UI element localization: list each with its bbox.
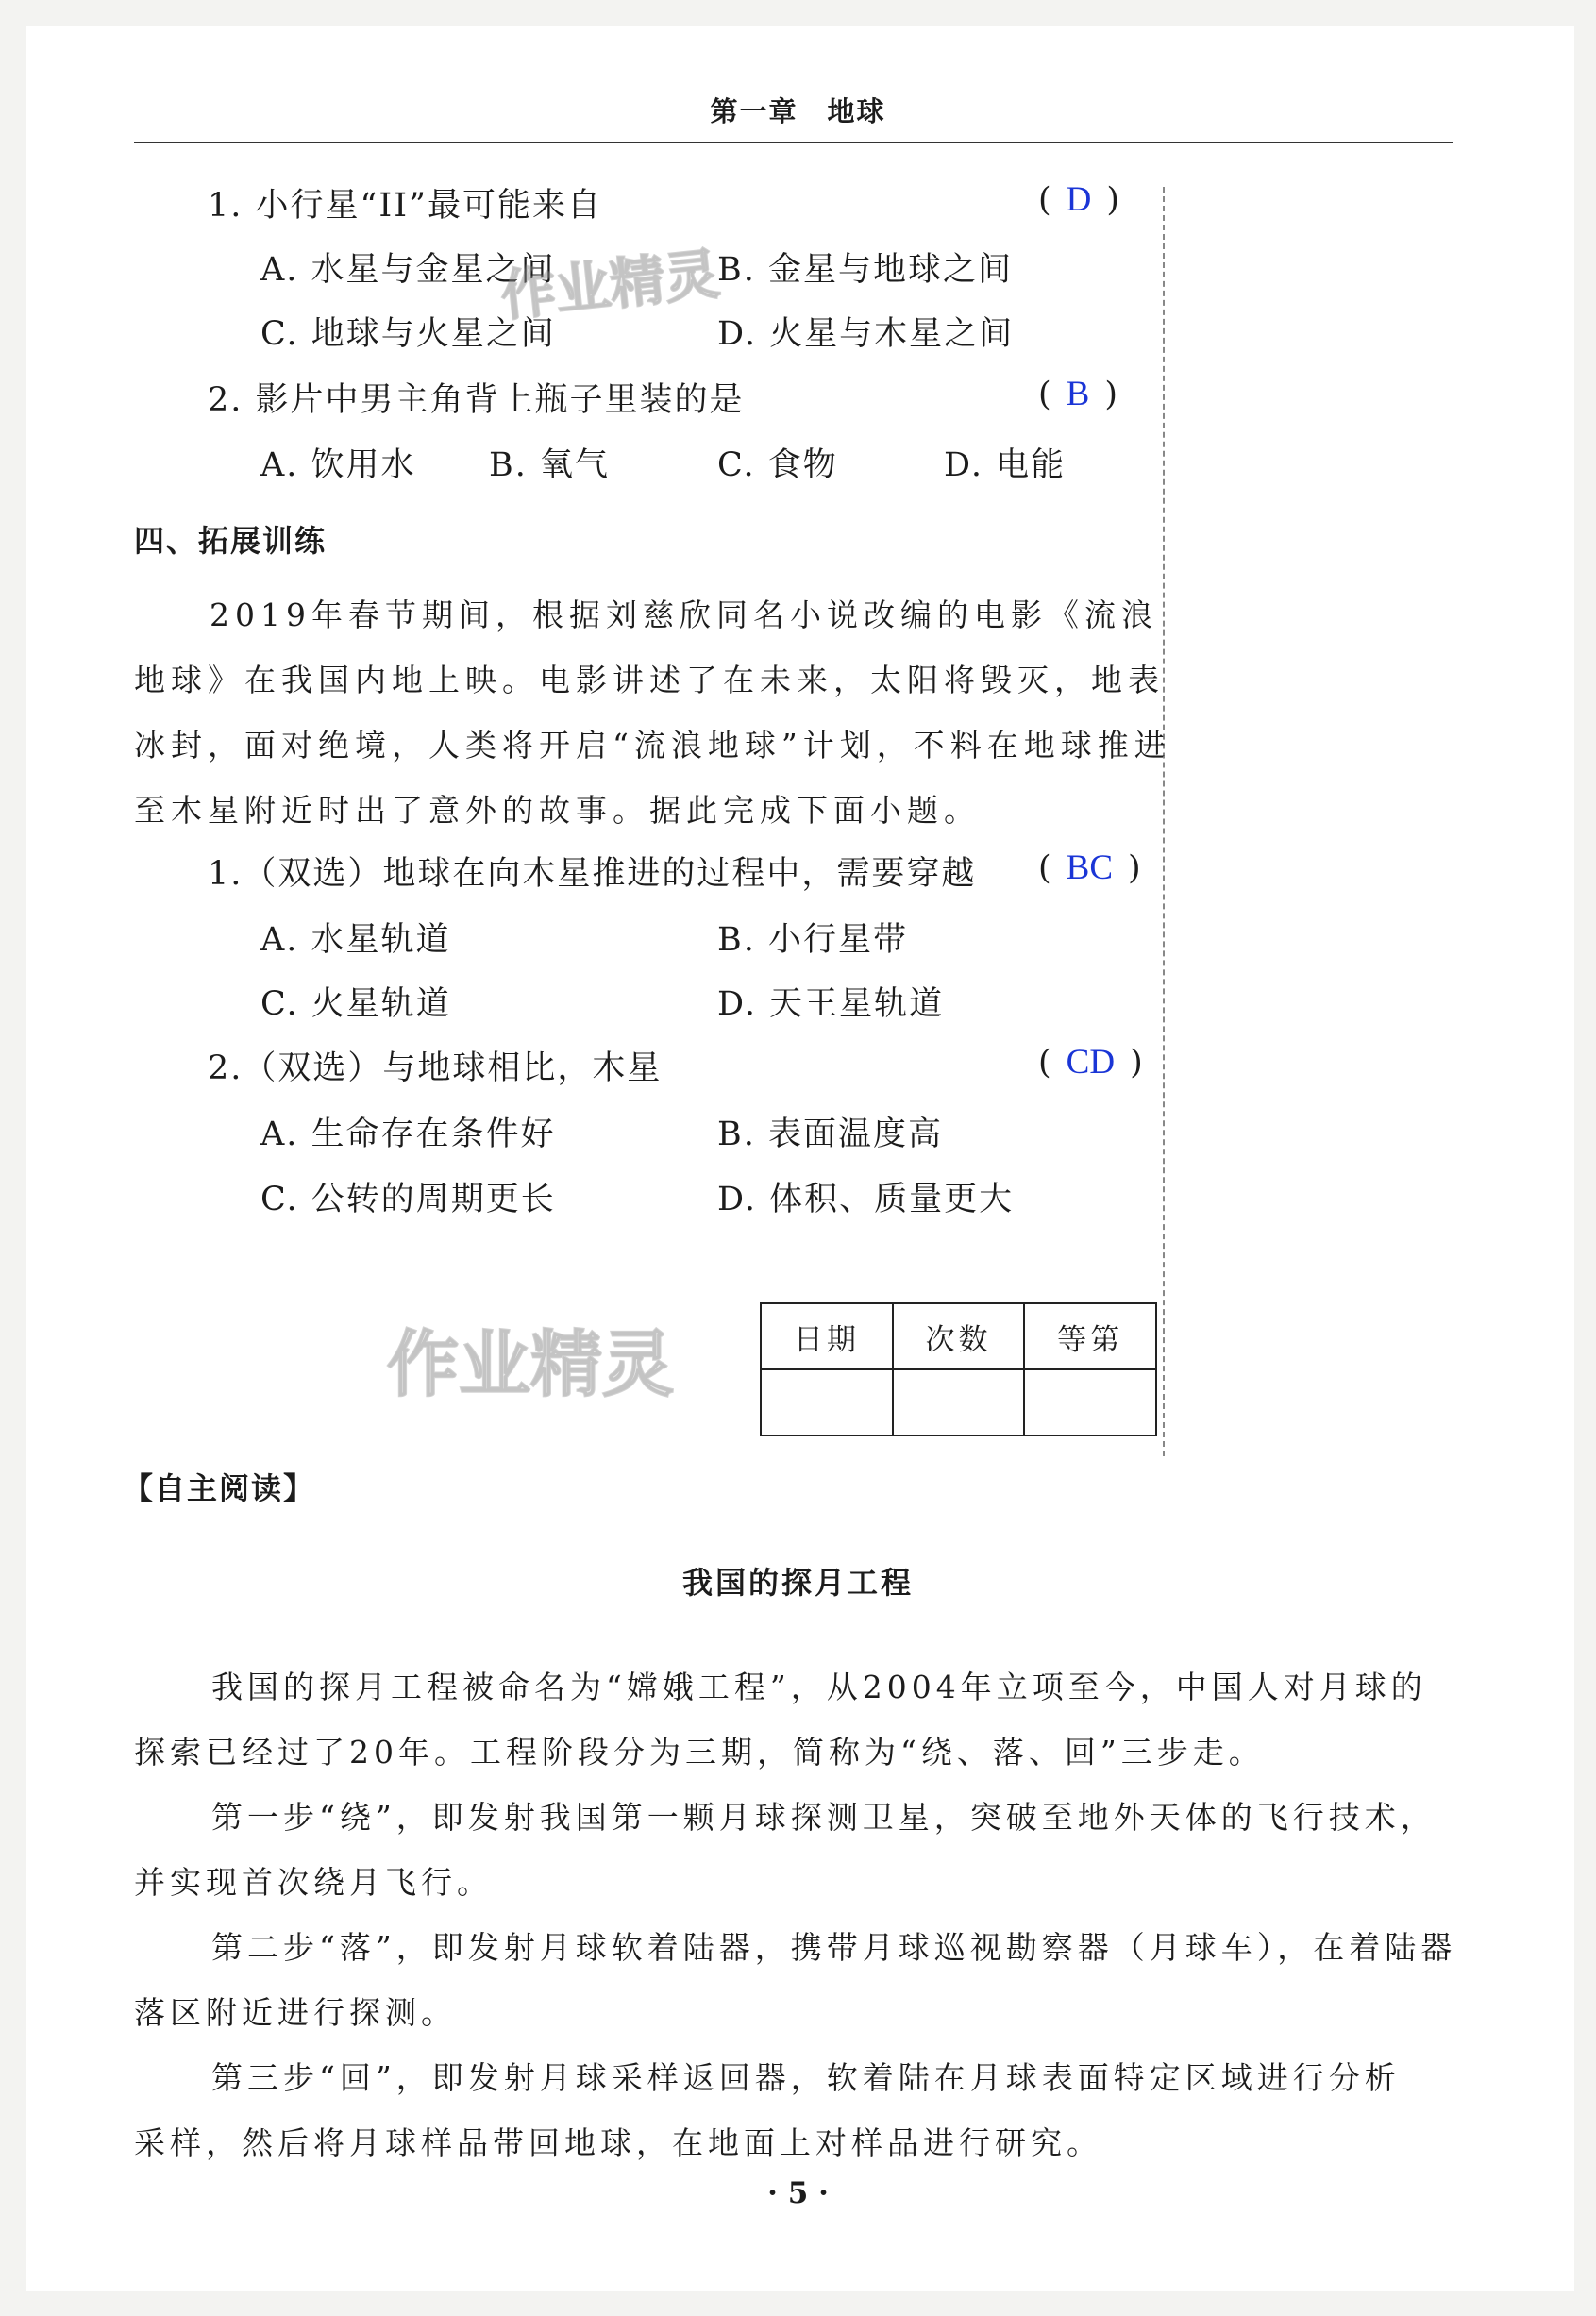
record-table-cell-grade bbox=[1024, 1369, 1156, 1435]
watermark-middle: 作业精灵 bbox=[387, 1322, 674, 1406]
article-line-4: 并实现首次绕月飞行。 bbox=[134, 1864, 493, 1901]
chapter-header: 第一章 地球 bbox=[710, 95, 886, 127]
watermark-top: 作业精灵 bbox=[497, 242, 723, 328]
section-4-question-1-stem: 1.（双选）地球在向木星推进的过程中，需要穿越 bbox=[208, 855, 977, 893]
section-4-question-1-option-b: B. 小行星带 bbox=[717, 921, 908, 959]
question-2-option-d: D. 电能 bbox=[944, 446, 1067, 484]
section-4-question-2-option-a: A. 生命存在条件好 bbox=[260, 1116, 556, 1153]
section-4-question-1-answer-bracket: ( BC ) bbox=[1038, 848, 1141, 887]
section-4-question-1-option-a: A. 水星轨道 bbox=[260, 921, 451, 959]
intro-line-3: 冰封，面对绝境，人类将开启“流浪地球”计划，不料在地球推进 bbox=[134, 727, 1171, 764]
record-table-cell-count bbox=[893, 1369, 1025, 1435]
record-table-header-date: 日期 bbox=[761, 1303, 893, 1369]
article-line-7: 第三步“回”，即发射月球采样返回器，软着陆在月球表面特定区域进行分析 bbox=[211, 2059, 1401, 2096]
article-line-1: 我国的探月工程被命名为“嫦娥工程”，从2004年立项至今，中国人对月球的 bbox=[211, 1669, 1427, 1705]
section-4-question-2-option-b: B. 表面温度高 bbox=[717, 1116, 943, 1153]
page-number: · 5 · bbox=[767, 2176, 829, 2210]
section-4-title: 四、拓展训练 bbox=[134, 523, 328, 559]
article-line-3: 第一步“绕”，即发射我国第一颗月球探测卫星，突破至地外天体的飞行技术， bbox=[211, 1799, 1436, 1836]
article-line-8: 采样，然后将月球样品带回地球，在地面上对样品进行研究。 bbox=[134, 2124, 1102, 2161]
question-2-answer: B bbox=[1066, 375, 1090, 413]
question-1-option-a: A. 水星与金星之间 bbox=[260, 251, 556, 289]
section-4-question-1-answer: BC bbox=[1066, 848, 1114, 887]
section-4-question-2-answer: CD bbox=[1066, 1043, 1116, 1082]
article-title: 我国的探月工程 bbox=[681, 1565, 914, 1601]
question-2-option-c: C. 食物 bbox=[717, 446, 838, 484]
section-4-question-2-answer-bracket: ( CD ) bbox=[1038, 1043, 1143, 1082]
question-1-stem: 1. 小行星“II”最可能来自 bbox=[208, 187, 602, 225]
question-2-option-b: B. 氧气 bbox=[489, 446, 610, 484]
section-4-question-2-option-d: D. 体积、质量更大 bbox=[717, 1181, 1015, 1218]
intro-line-4: 至木星附近时出了意外的故事。据此完成下面小题。 bbox=[134, 792, 981, 829]
record-table-header-count: 次数 bbox=[893, 1303, 1025, 1369]
question-1-option-d: D. 火星与木星之间 bbox=[717, 315, 1015, 353]
record-table-cell-date bbox=[761, 1369, 893, 1435]
record-table bbox=[760, 1302, 1157, 1436]
article-line-2: 探索已经过了20年。工程阶段分为三期，简称为“绕、落、回”三步走。 bbox=[134, 1734, 1265, 1771]
article-line-6: 落区附近进行探测。 bbox=[134, 1994, 457, 2031]
section-4-question-2-option-c: C. 公转的周期更长 bbox=[260, 1181, 556, 1218]
section-4-question-1-option-d: D. 天王星轨道 bbox=[717, 985, 945, 1023]
section-4-question-2-stem: 2.（双选）与地球相比，木星 bbox=[208, 1049, 663, 1087]
section-4-question-1-option-c: C. 火星轨道 bbox=[260, 985, 451, 1023]
question-1-option-c: C. 地球与火星之间 bbox=[260, 315, 556, 353]
question-1-answer-bracket: ( D ) bbox=[1038, 180, 1120, 219]
question-1-option-b: B. 金星与地球之间 bbox=[717, 251, 1013, 289]
article-line-5: 第二步“落”，即发射月球软着陆器，携带月球巡视勘察器（月球车），在着陆器 bbox=[211, 1929, 1457, 1966]
question-2-option-a: A. 饮用水 bbox=[260, 446, 416, 484]
record-table-header-grade: 等第 bbox=[1024, 1303, 1156, 1369]
intro-line-1: 2019年春节期间，根据刘慈欣同名小说改编的电影《流浪 bbox=[210, 596, 1158, 633]
reading-section-label: 【自主阅读】 bbox=[123, 1470, 316, 1506]
question-2-answer-bracket: ( B ) bbox=[1038, 375, 1117, 413]
question-1-answer: D bbox=[1066, 180, 1092, 219]
question-2-stem: 2. 影片中男主角背上瓶子里装的是 bbox=[208, 381, 745, 419]
intro-line-2: 地球》在我国内地上映。电影讲述了在未来，太阳将毁灭，地表 bbox=[134, 662, 1165, 698]
header-rule bbox=[134, 142, 1453, 143]
column-divider bbox=[1163, 187, 1165, 1456]
